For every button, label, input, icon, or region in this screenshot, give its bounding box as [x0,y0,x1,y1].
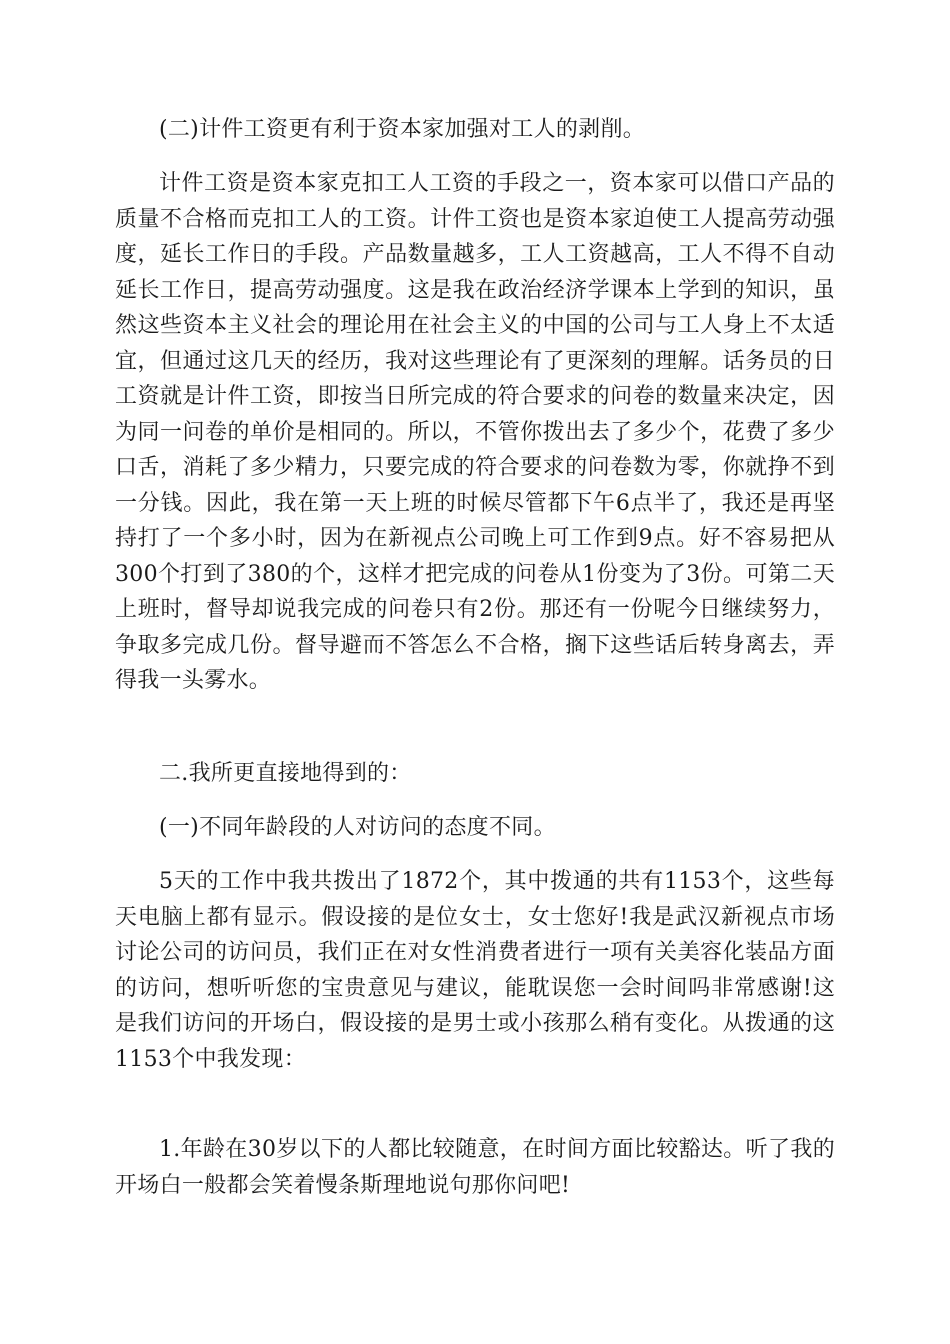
subheading-piece-rate-exploitation: (二)计件工资更有利于资本家加强对工人的剥削。 [159,117,646,142]
list-item-under-30: 1.年龄在30岁以下的人都比较随意，在时间方面比较豁达。听了我的开场白一般都会笑着慢条斯理地说句那你问吧! [115,1137,835,1198]
body-paragraph-piece-rate: 计件工资是资本家克扣工人工资的手段之一，资本家可以借口产品的质量不合格而克扣工人的工资。计件工资也是资本家迫使工人提高劳动强度，延长工作日的手段。产品数量越多，工人工资越高，工人不得不自动延长工作日，提高劳动强度。这是我在政治经济学课本上学到的知识，虽然这些资本主义社会的理论用在社会主义的中国的公司与工人身上不太适宜，但通过这几天的经历，我对这些理论有了更深刻的理解。话务员的日工资就是计件工资，即按当日所完成的符合要求的问卷的数量来决定，因为同一问卷的单价是相同的。所以，不管你拨出去了多少个，花费了多少口舌，消耗了多少精力，只要完成的符合要求的问卷数为零，你就挣不到一分钱。因此，我在第一天上班的时候尽管都下午6点半了，我还是再坚持打了一个多小时，因为在新视点公司晚上可工作到9点。好不容易把从300个打到了380的个，这样才把完成的问卷从1份变为了3份。可第二天上班时，督导却说我完成的问卷只有2份。那还有一份呢今日继续努力，争取多完成几份。督导避而不答怎么不合格，搁下这些话后转身离去，弄得我一头雾水。 [115,171,835,693]
section-heading-direct-gains: 二.我所更直接地得到的： [159,761,412,786]
body-paragraph-call-stats: 5天的工作中我共拨出了1872个，其中拨通的共有1153个，这些每天电脑上都有显示。假设接的是位女士，女士您好!我是武汉新视点市场讨论公司的访问员，我们正在对女性消费者进行一项有关美容化装品方面的访问，想听听您的宝贵意见与建议，能耽误您一会时间吗非常感谢!这是我们访问的开场白，假设接的是男士或小孩那么稍有变化。从拨通的这1153个中我发现： [115,869,835,1072]
subheading-age-groups: (一)不同年龄段的人对访问的态度不同。 [159,815,556,840]
